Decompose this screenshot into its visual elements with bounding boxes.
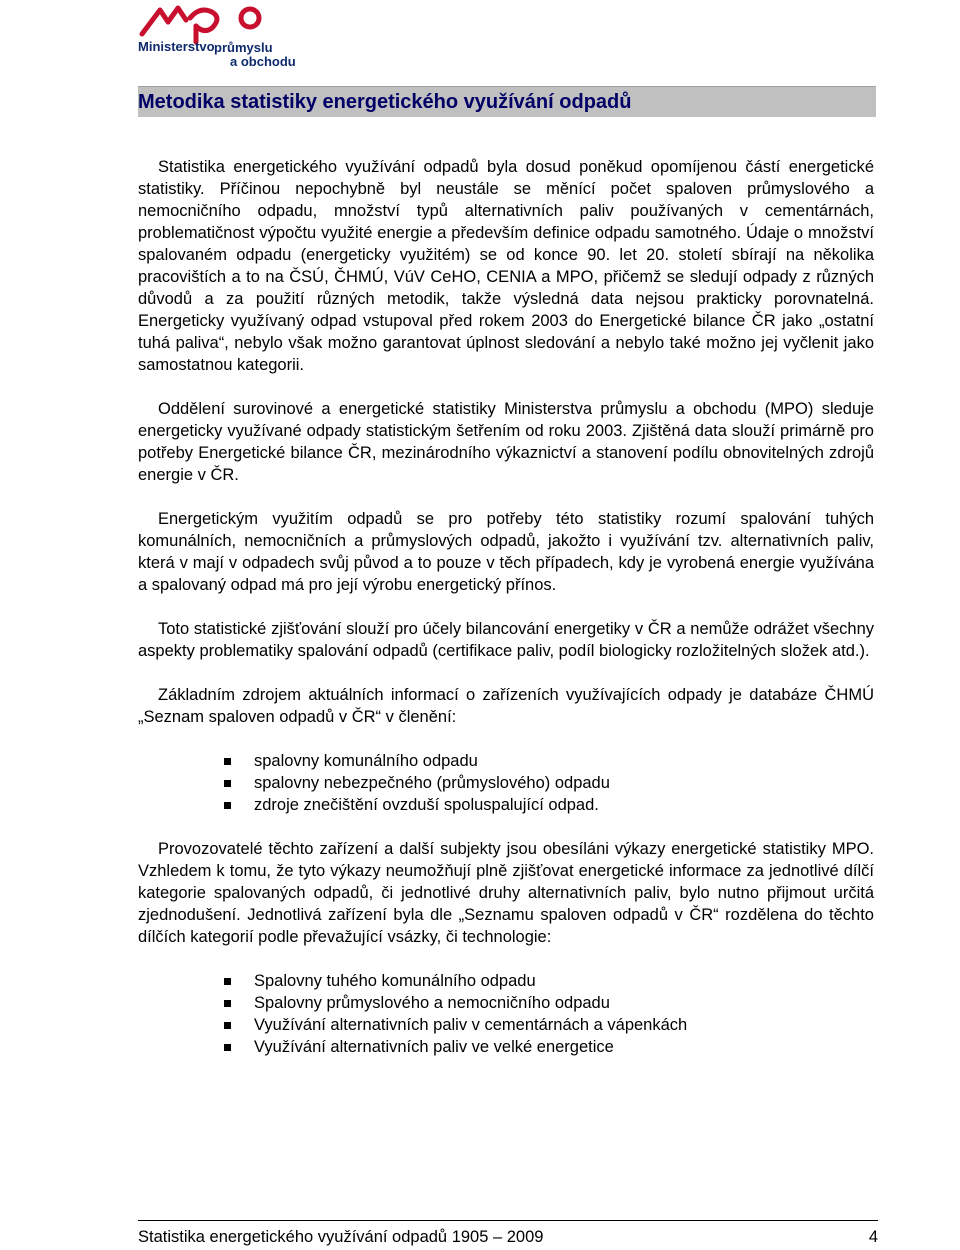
bullet-icon xyxy=(224,1044,231,1051)
list-item: Využívání alternativních paliv v cementárnách a vápenkách xyxy=(138,1014,874,1036)
list-item: spalovny komunálního odpadu xyxy=(138,750,874,772)
page-title: Metodika statistiky energetického využívání odpadů xyxy=(138,91,632,113)
mpo-logo-text xyxy=(138,40,296,69)
bullet-icon xyxy=(224,758,231,765)
page-number: 4 xyxy=(868,1228,878,1246)
list-item: spalovny nebezpečného (průmyslového) odpadu xyxy=(138,772,874,794)
list-item: Využívání alternativních paliv ve velké energetice xyxy=(138,1036,874,1058)
footer-divider xyxy=(138,1220,878,1221)
bullet-icon xyxy=(224,1000,231,1007)
mpo-logo-mark xyxy=(138,4,308,44)
facility-list xyxy=(138,750,874,816)
list-item: Spalovny tuhého komunálního odpadu xyxy=(138,970,874,992)
paragraph-intro: Statistika energetického využívání odpadů byla dosud poněkud opomíjenou částí energetické statistiky. Příčinou nepochybně byl neustále se měnící počet spaloven průmyslového a nemocničního odpadu, množství typů alternativních paliv používaných v cementárnách, problematičnost výpočtu využité energie a především definice odpadu samotného. Údaje o množství spalovaném odpadu (energeticky využitém) se od konce 90. let 20. století sbírají na několika pracovištích a to na ČSÚ, ČHMÚ, VúV CeHO, CENIA a MPO, přičemž se sledují odpady z různých důvodů a za použití různých metodik, takže výsledná data nejsou prakticky porovnatelná. Energeticky využívaný odpad vstupoval před rokem 2003 do Energetické bilance ČR jako „ostatní tuhá paliva“, nebylo však možno garantovat úplnost sledování a nebylo také možno jej vyčlenit jako samostatnou kategorii. xyxy=(138,158,874,374)
paragraph-definition: Energetickým využitím odpadů se pro potřeby této statistiky rozumí spalování tuhých komunálních, nemocničních a průmyslových odpadů, jakožto i využívání tzv. alternativních paliv, která v mají v odpadech svůj původ a to pouze v těch případech, kdy je vyrobená energie využívána a spalovaný odpad má pro její výrobu energetický přínos. xyxy=(138,510,874,594)
bullet-icon xyxy=(224,802,231,809)
bullet-icon xyxy=(224,978,231,985)
paragraph-operators: Provozovatelé těchto zařízení a další subjekty jsou obesíláni výkazy energetické statistiky MPO. Vzhledem k tomu, že tyto výkazy neumožňují plně zjišťovat energetické informace za jednotlivé dílčí kategorie spalovaných odpadů, či jednotlivé druhy alternativních paliv, bylo nutno přijmout určitá zjednodušení. Jednotlivá zařízení byla dle „Seznamu spaloven odpadů v ČR“ rozdělena do těchto dílčích kategorií podle převažující vsázky, či technologie: xyxy=(138,840,874,946)
logo-line-2: průmyslu xyxy=(214,40,273,55)
bullet-icon xyxy=(224,1022,231,1029)
paragraph-source: Základním zdrojem aktuálních informací o zařízeních využívajících odpady je databáze ČHMÚ „Seznam spaloven odpadů v ČR“ v členění: xyxy=(138,686,874,726)
page-footer xyxy=(138,1228,878,1247)
document-body xyxy=(138,156,874,1058)
paragraph-mpo: Oddělení surovinové a energetické statistiky Ministerstva průmyslu a obchodu (MPO) sleduje energeticky využívané odpady statistickým šetřením od roku 2003. Zjištěná data slouží primárně pro potřeby Energetické bilance ČR, mezinárodního výkaznictví a stanovení podílu obnovitelných zdrojů energie v ČR. xyxy=(138,400,874,484)
footer-title: Statistika energetického využívání odpadů 1905 – 2009 xyxy=(138,1228,544,1246)
logo-line-1: Ministerstvo xyxy=(138,39,215,54)
list-item: Spalovny průmyslového a nemocničního odpadu xyxy=(138,992,874,1014)
list-item: zdroje znečištění ovzduší spoluspalující odpad. xyxy=(138,794,874,816)
logo-line-3: a obchodu xyxy=(230,54,296,69)
mpo-logo xyxy=(138,4,308,70)
bullet-icon xyxy=(224,780,231,787)
title-bar xyxy=(138,86,876,117)
category-list xyxy=(138,970,874,1058)
paragraph-purpose: Toto statistické zjišťování slouží pro účely bilancování energetiky v ČR a nemůže odrážet všechny aspekty problematiky spalování odpadů (certifikace paliv, podíl biologicky rozložitelných složek atd.). xyxy=(138,620,874,660)
